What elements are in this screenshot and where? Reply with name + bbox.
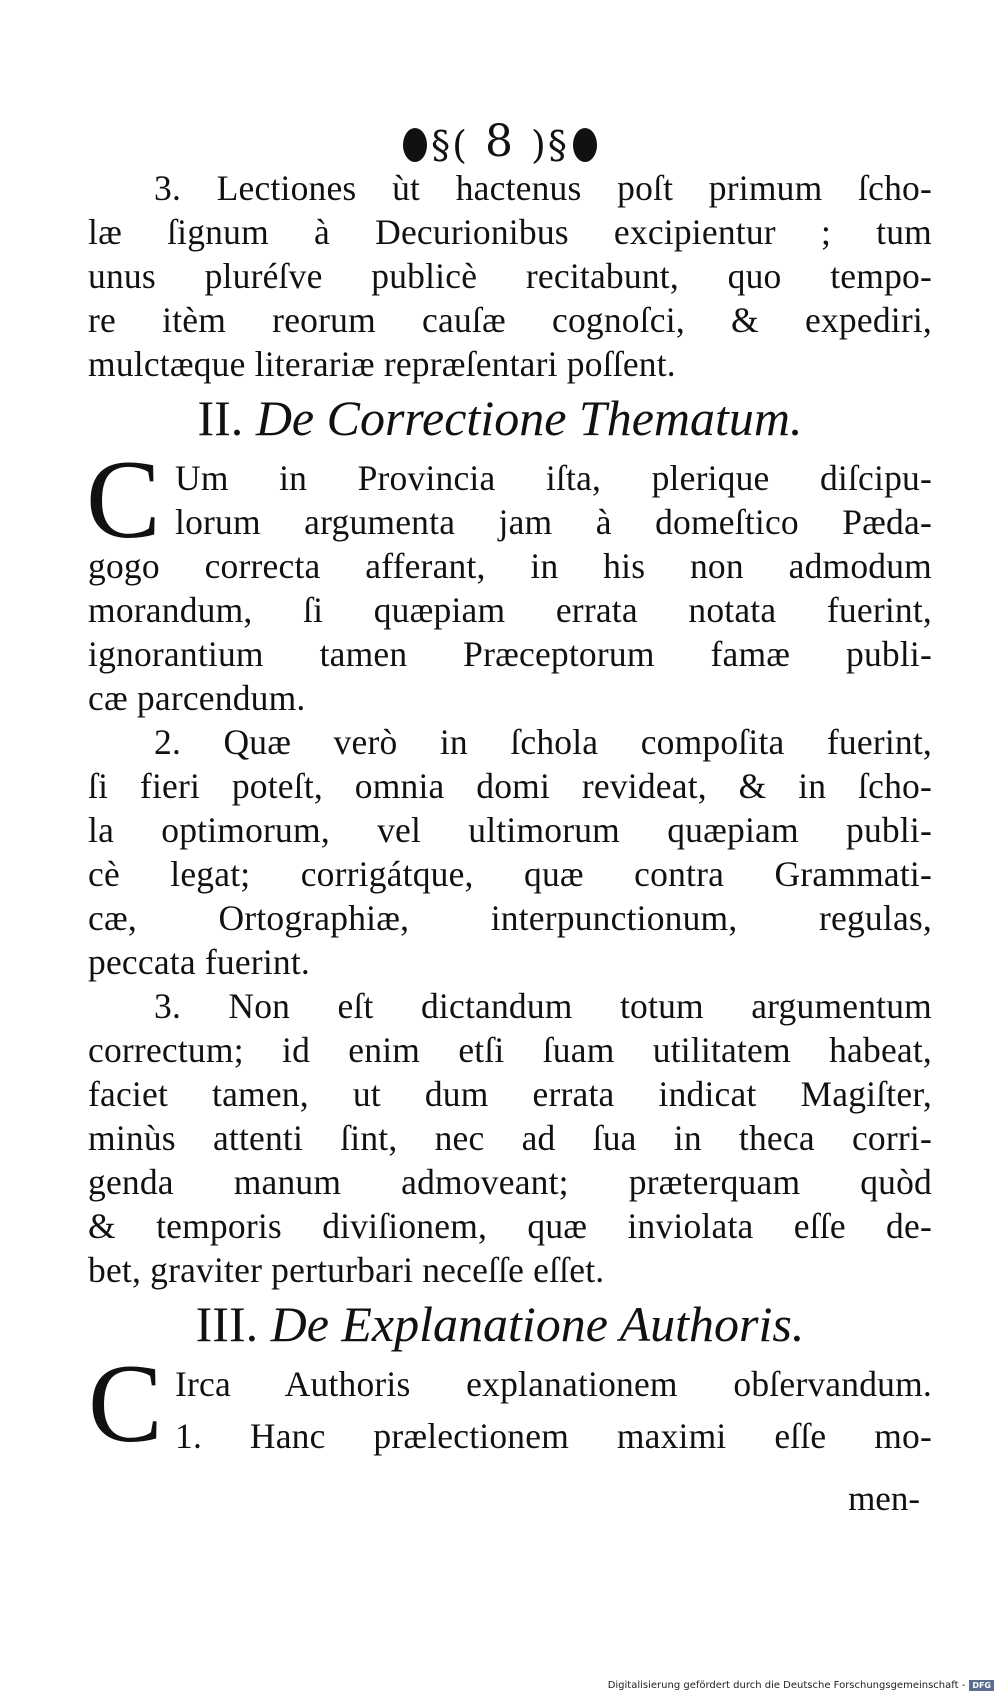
drop-cap: C [88,1342,163,1466]
text-line: correctum; id enim etſi ſuam utilitatem habeat, [88,1030,932,1070]
text-line: ignorantium tamen Præceptorum famæ publi- [88,634,932,674]
text-line: 3. Lectiones ùt hactenus poſt primum ſcho- [154,168,932,208]
text-line: faciet tamen, ut dum errata indicat Magiſter, [88,1074,932,1114]
catchword: men- [848,1479,920,1518]
right-flourish-icon: )§ [531,122,569,167]
text-line: 2. Quæ verò in ſchola compoſita fuerint, [154,722,932,762]
section-number: II. [197,390,244,446]
text-line: mulctæque literariæ repræſentari poſſent. [88,344,676,384]
text-line: cè legat; corrigátque, quæ contra Grammati- [88,854,932,894]
digitization-credit [608,1680,994,1691]
text-line: cæ, Ortographiæ, interpunctionum, regulas, [88,898,932,938]
text-line: morandum, ſi quæpiam errata notata fuerint, [88,590,932,630]
text-line: cæ parcendum. [88,678,306,718]
text-line: 1. Hanc prælectionem maximi eſſe mo- [175,1416,932,1456]
left-flourish-icon: §( [431,122,469,167]
section-title: De Correctione Thematum. [255,390,803,446]
section-number: III. [195,1296,259,1352]
text-line: genda manum admoveant; præterquam quòd [88,1162,932,1202]
text-line: 3. Non eſt dictandum totum argumentum [154,986,932,1026]
drop-cap: C [86,438,161,562]
text-line: bet, graviter perturbari neceſſe eſſet. [88,1250,605,1290]
credit-text: Digitalisierung gefördert durch die Deutsche Forschungsgemeinschaft - [607,1680,966,1691]
text-line: la optimorum, vel ultimorum quæpiam publi- [88,810,932,850]
text-line: lorum argumenta jam à domeſtico Pæda- [175,502,932,542]
left-ornament-icon [403,128,427,162]
right-ornament-icon [573,128,597,162]
dfg-logo: DFG [969,1680,994,1691]
text-line: minùs attenti ſint, nec ad ſua in theca corri- [88,1118,932,1158]
text-line: & temporis diviſionem, quæ inviolata eſſe de- [88,1206,932,1246]
text-line: re itèm reorum cauſæ cognoſci, & expediri, [88,300,932,340]
section-title: De Explanatione Authoris. [270,1296,805,1352]
text-line: Irca Authoris explanationem obſervandum. [175,1364,932,1404]
text-line: Um in Provincia iſta, plerique diſcipu- [175,458,932,498]
text-line: gogo correcta afferant, in his non admodum [88,546,932,586]
text-line: ſi fieri poteſt, omnia domi revideat, & in ſcho- [88,766,932,806]
page-number: 8 [485,116,515,167]
text-line: læ ſignum à Decurionibus excipientur ; tum [88,212,932,252]
text-line: unus pluréſve publicè recitabunt, quo tempo- [88,256,932,296]
text-line: peccata fuerint. [88,942,310,982]
